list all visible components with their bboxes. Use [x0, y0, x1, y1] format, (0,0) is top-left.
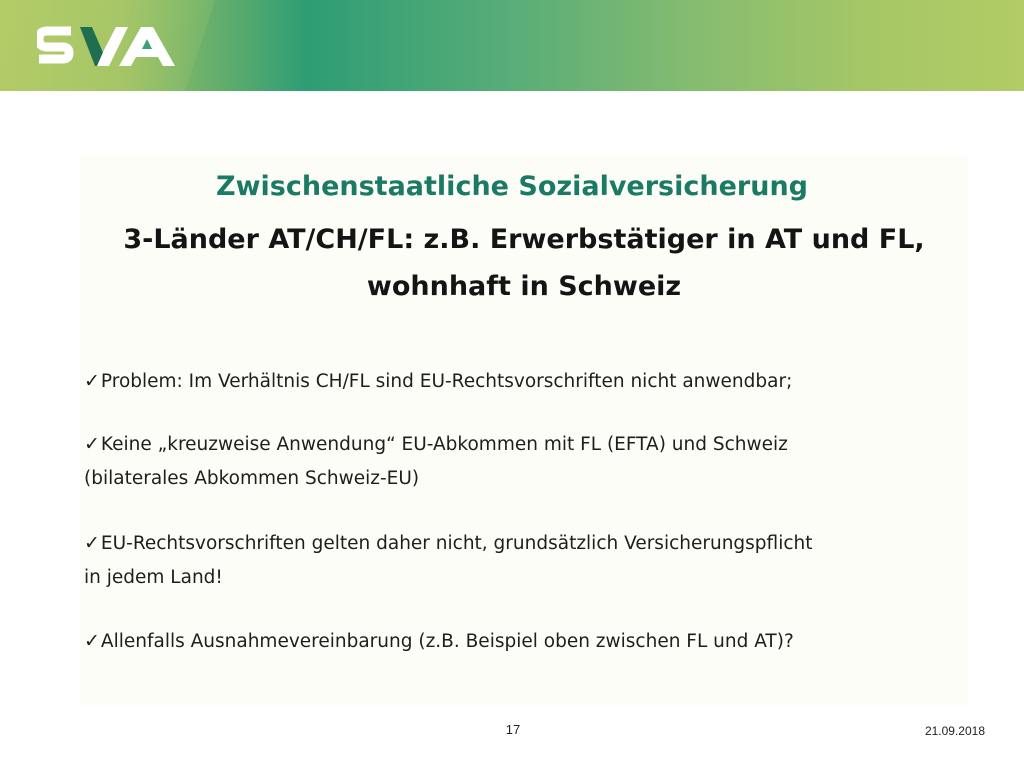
- bullet-line: [84, 364, 944, 399]
- bullet-text: EU-Rechtsvorschriften gelten daher nicht, grundsätzlich Versicherungspflicht: [100, 533, 813, 554]
- bullet-line: [84, 427, 944, 462]
- bullet-line: [84, 624, 944, 659]
- page-number: 17: [505, 722, 521, 737]
- bullet-line: [84, 526, 944, 561]
- checkmark-icon: ✓: [84, 433, 100, 455]
- bullet-text: Keine „kreuzweise Anwendung“ EU-Abkommen mit FL (EFTA) und Schweiz: [100, 434, 788, 455]
- bullet-item: [84, 427, 944, 496]
- checkmark-icon: ✓: [84, 630, 100, 652]
- bullet-item: [84, 526, 944, 595]
- bullet-item: [84, 624, 944, 659]
- bullet-text: Allenfalls Ausnahmevereinbarung (z.B. Beispiel oben zwischen FL und AT)?: [100, 631, 794, 652]
- bullet-continuation: in jedem Land!: [84, 567, 223, 588]
- bullet-text: Problem: Im Verhältnis CH/FL sind EU-Rechtsvorschriften nicht anwendbar;: [100, 371, 793, 392]
- bullet-item: [84, 364, 944, 399]
- slide-date: 21.09.2018: [924, 724, 985, 738]
- slide-subtitle-line-2: wohnhaft in Schweiz: [366, 271, 682, 302]
- bullet-continuation: (bilaterales Abkommen Schweiz-EU): [84, 468, 420, 489]
- sva-logo: [37, 22, 179, 70]
- checkmark-icon: ✓: [84, 370, 100, 392]
- slide-subtitle-line-1: 3-Länder AT/CH/FL: z.B. Erwerbstätiger in AT und FL,: [123, 224, 925, 255]
- slide-title: Zwischenstaatliche Sozialversicherung: [216, 171, 808, 202]
- checkmark-icon: ✓: [84, 532, 100, 554]
- header-band: [0, 0, 1024, 91]
